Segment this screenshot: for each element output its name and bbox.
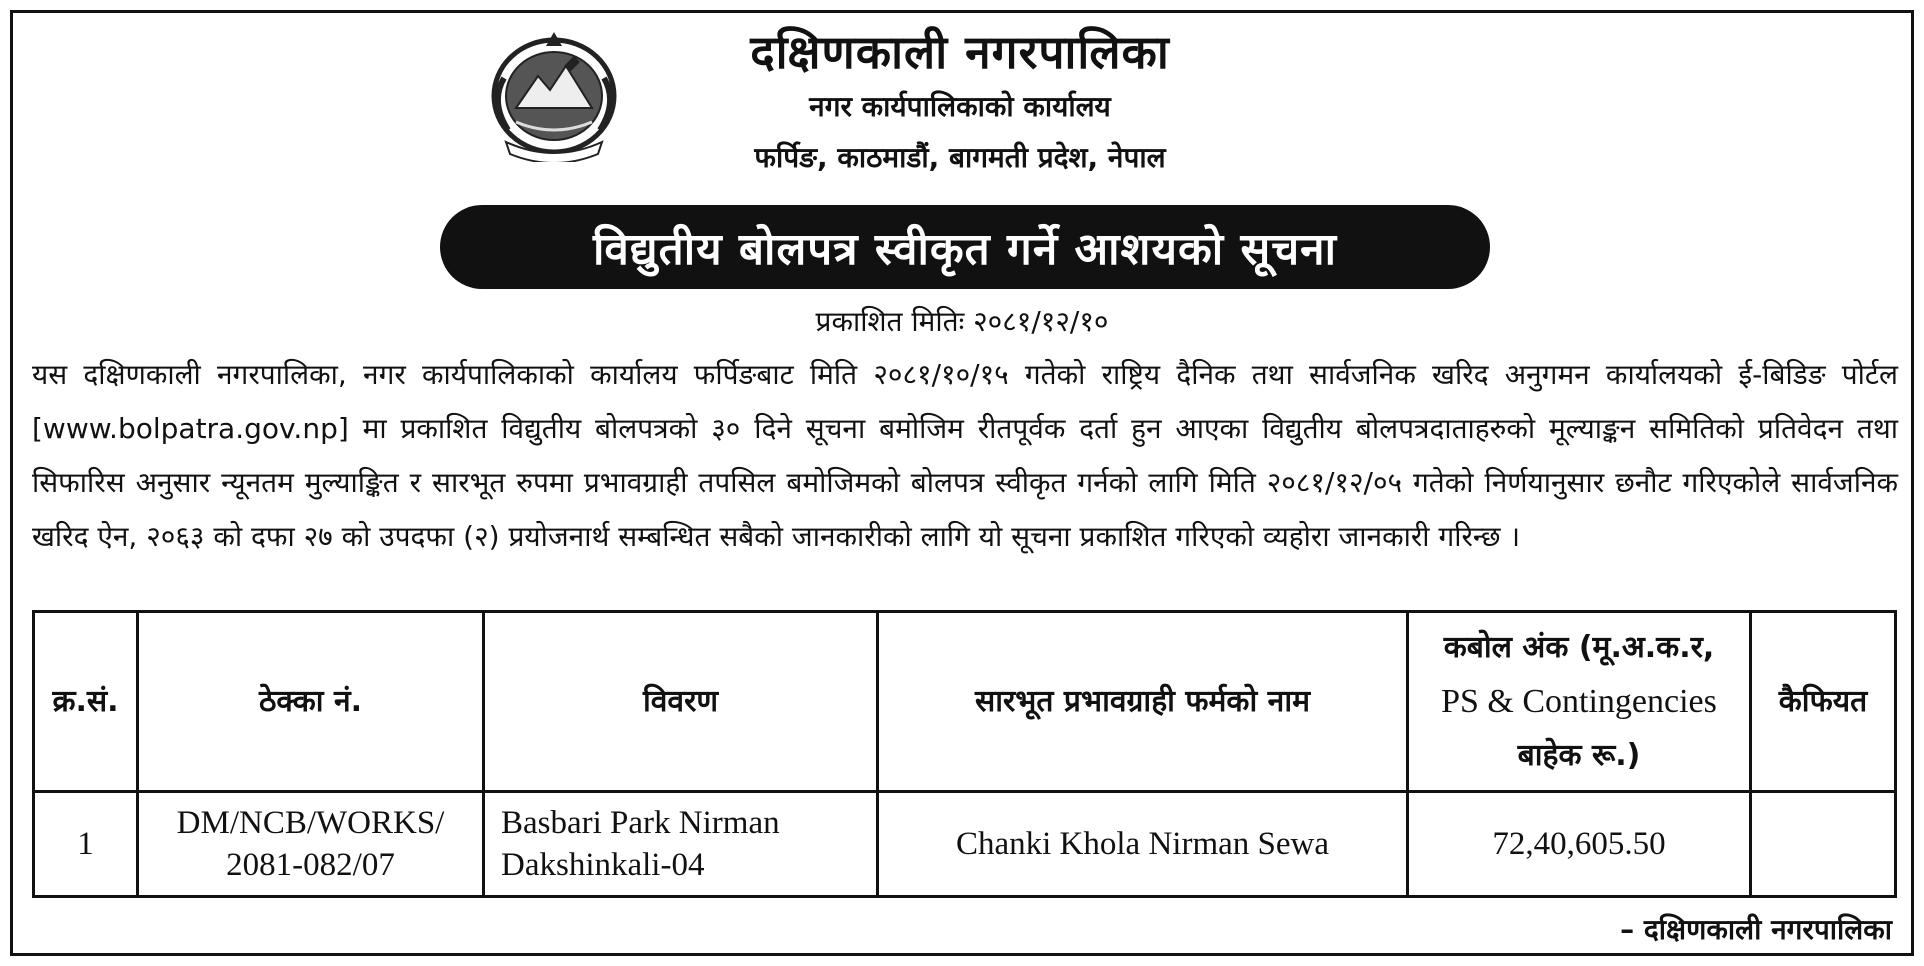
cell-firm-name: Chanki Khola Nirman Sewa <box>878 792 1408 897</box>
col-header-firm-name: सारभूत प्रभावग्राही फर्मको नाम <box>878 612 1408 792</box>
bid-amount-header-line1: कबोल अंक (मू.अ.क.र, <box>1443 629 1715 665</box>
col-header-description: विवरण <box>484 612 878 792</box>
cell-bid-amount: 72,40,605.50 <box>1408 792 1751 897</box>
notice-title <box>440 205 1490 289</box>
letterhead <box>640 22 1280 184</box>
description-line1: Basbari Park Nirman <box>501 805 780 841</box>
notice-title-text: विद्युतीय बोलपत्र स्वीकृत गर्ने आशयको सूचना <box>593 224 1337 275</box>
table-header-row <box>34 612 1896 792</box>
col-header-bid-amount <box>1408 612 1751 792</box>
col-header-contract-no: ठेक्का नं. <box>138 612 484 792</box>
table-row <box>34 792 1896 897</box>
description-line2: Dakshinkali-04 <box>501 847 705 883</box>
cell-description <box>484 792 878 897</box>
col-header-remarks: कैफियत <box>1751 612 1896 792</box>
office-name: नगर कार्यपालिकाको कार्यालय <box>809 90 1111 123</box>
col-header-sn: क्र.सं. <box>34 612 138 792</box>
cell-remarks <box>1751 792 1896 897</box>
office-address: फर्पिङ, काठमाडौं, बागमती प्रदेश, नेपाल <box>754 141 1166 174</box>
bid-amount-header-line2: PS & Contingencies <box>1441 682 1717 720</box>
government-emblem-icon <box>476 26 632 162</box>
cell-contract-no <box>138 792 484 897</box>
cell-sn: 1 <box>34 792 138 897</box>
award-table <box>32 610 1897 898</box>
organization-name: दक्षिणकाली नगरपालिका <box>750 25 1170 79</box>
contract-no-line2: 2081-082/07 <box>226 847 395 883</box>
signature: – दक्षिणकाली नगरपालिका <box>1620 913 1892 946</box>
bid-amount-header-line3: बाहेक रू.) <box>1517 737 1641 773</box>
published-date: प्रकाशित मितिः २०८१/१२/१० <box>815 305 1109 338</box>
notice-body: यस दक्षिणकाली नगरपालिका, नगर कार्यपालिकाको कार्यालय फर्पिङबाट मिति २०८१/१०/१५ गतेको राष्ट्रिय दैनिक तथा सार्वजनिक खरिद अनुगमन कार्यालयको ई-बिडिङ पोर्टल [www.bolpatra.gov.np] मा प्रकाशित विद्युतीय बोलपत्रको ३० दिने सूचना बमोजिम रीतपूर्वक दर्ता हुन आएका विद्युतीय बोलपत्रदाताहरुको मूल्याङ्कन समितिको प्रतिवेदन तथा सिफारिस अनुसार न्यूनतम मुल्याङ्कित र सारभूत रुपमा प्रभावग्राही तपसिल बमोजिमको बोलपत्र स्वीकृत गर्नको लागि मिति २०८१/१२/०५ गतेको निर्णयानुसार छनौट गरिएकोले सार्वजनिक खरिद ऐन, २०६३ को दफा २७ को उपदफा (२) प्रयोजनार्थ सम्बन्धित सबैको जानकारीको लागि यो सूचना प्रकाशित गरिएको व्यहोरा जानकारी गरिन्छ । <box>32 358 1898 553</box>
contract-no-line1: DM/NCB/WORKS/ <box>176 805 445 841</box>
